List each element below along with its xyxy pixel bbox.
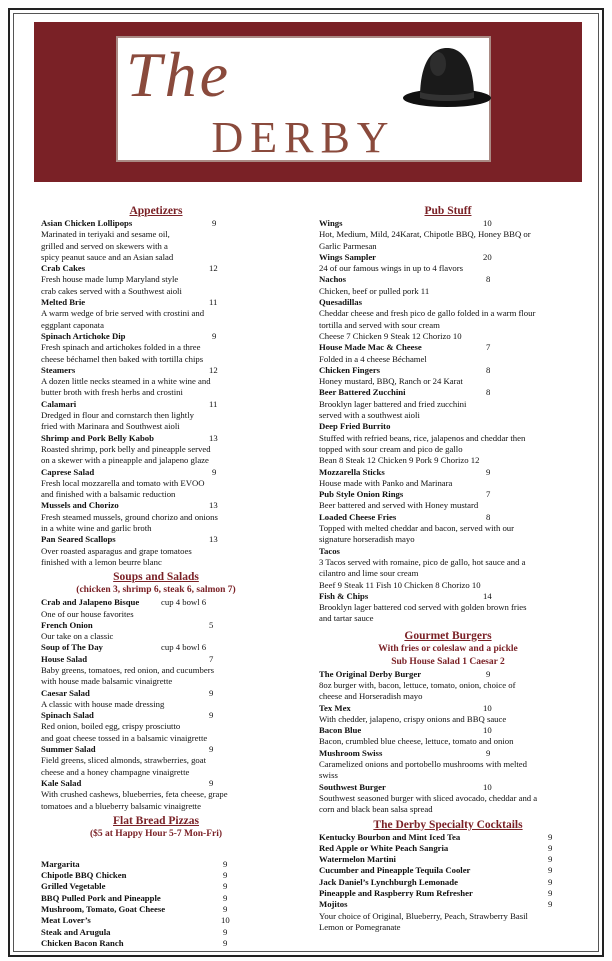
item-description: and goat cheese tossed in a balsamic vinaigrette [41,732,208,743]
item-name: Fish & Chips [319,590,369,601]
item-description: cheese and Horseradish mayo [319,691,423,702]
item-price: cup 4 bowl 6 [161,597,207,608]
item-price: 12 [209,364,218,375]
menu-item [41,870,271,881]
menu-item [41,710,271,744]
item-name: Crab and Jalapeno Bisque [41,597,140,608]
menu-item [41,500,271,534]
logo-derby: DERBY [211,113,396,162]
item-description: topped with sour cream and pico de gallo [319,443,463,454]
item-description: House made with Panko and Marinara [319,477,453,488]
item-name: Mushroom Swiss [319,747,383,758]
item-name: Calamari [41,398,77,409]
item-description: Folded in a 4 cheese Béchamel [319,353,427,364]
item-name: French Onion [41,619,93,630]
section-title: Soups and Salads [113,571,199,584]
item-name: The Original Derby Burger [319,668,422,679]
item-name: Kale Salad [41,777,82,788]
item-price: 9 [486,668,491,679]
item-name: Beer Battered Zucchini [319,387,406,398]
item-description: Dredged in flour and cornstarch then lightly [41,410,194,421]
item-description: signature horseradish mayo [319,534,415,545]
logo-the: The [126,39,231,110]
item-name: Caprese Salad [41,466,95,477]
item-price: 8 [486,387,491,398]
item-description: finished with a lemon beurre blanc [41,556,162,567]
item-price: 9 [548,842,553,853]
menu-item [41,534,271,568]
item-price: 10 [483,725,492,736]
item-name: Spinach Artichoke Dip [41,330,126,341]
menu-item [319,877,577,888]
item-description: Red onion, boiled egg, crispy prosciutto [41,721,181,732]
menu-item [319,512,577,546]
item-name: Pineapple and Raspberry Rum Refresher [319,888,473,899]
menu-item [41,744,271,778]
menu-item [319,703,577,726]
item-description: eggplant caponata [41,319,104,330]
menu-item [319,832,577,843]
item-description: tomatoes and a blueberry balsamic vinaigrette [41,800,201,811]
menu-item [41,297,271,331]
item-description: cilantro and lime sour cream [319,568,419,579]
item-description: on a skewer with a pineapple and jalapeno glaze [41,455,209,466]
item-description: and finished with a balsamic reduction [41,489,176,500]
item-price: 10 [483,702,492,713]
item-name: Deep Fried Burrito [319,421,391,432]
item-price: cup 4 bowl 6 [161,642,207,653]
item-name: Kentucky Bourbon and Mint Iced Tea [319,831,461,842]
item-description: corn and black bean salsa spread [319,804,433,815]
item-description: Hot, Medium, Mild, 24Karat, Chipotle BBQ, Honey BBQ or [319,229,531,240]
item-description: Stuffed with refried beans, rice, jalapenos and cheddar then [319,432,526,443]
item-name: Meat Lover’s [41,915,91,926]
menu-item [319,725,577,748]
menu-item [41,688,271,711]
item-description: in a white wine and garlic broth [41,523,152,534]
item-description: tortilla and served with sour cream [319,319,440,330]
menu-item [319,669,577,703]
item-name: Mushroom, Tomato, Goat Cheese [41,904,166,915]
item-price: 11 [209,398,218,409]
item-name: Quesadillas [319,297,362,308]
menu-item [41,433,271,467]
item-description: With crushed cashews, blueberries, feta cheese, grape [41,789,228,800]
menu-item [41,938,271,949]
item-price: 8 [486,274,491,285]
item-price: 9 [223,937,228,948]
item-price: 9 [223,926,228,937]
item-name: Chicken Bacon Ranch [41,937,124,948]
item-name: Tex Mex [319,702,351,713]
item-price: 9 [212,218,217,228]
menu-item [41,597,271,620]
item-price: 20 [483,251,492,262]
item-description: with house made balsamic vinaigrette [41,676,173,687]
item-description: Roasted shrimp, pork belly and pineapple served [41,443,211,454]
menu-item [41,399,271,433]
item-description: Cheese 7 Chicken 9 Steak 12 Chorizo 10 [319,330,462,341]
item-name: Pub Style Onion Rings [319,489,404,500]
item-description: Beef 9 Steak 11 Fish 10 Chicken 8 Chorizo 10 [319,579,481,590]
item-price: 13 [209,500,218,511]
section-subtitle: Sub House Salad 1 Caesar 2 [391,656,505,667]
item-name: Southwest Burger [319,781,386,792]
menu-item [319,854,577,865]
item-description: 24 of our famous wings in up to 4 flavors [319,263,464,274]
section-title: Appetizers [129,205,183,217]
item-price: 9 [212,330,217,341]
item-price: 12 [209,263,218,274]
bowler-hat-icon [402,42,492,112]
menu-item [319,342,577,365]
item-name: Chipotle BBQ Chicken [41,870,127,881]
item-description: Brooklyn lager battered cod served with golden brown fries [319,602,527,613]
item-name: Asian Chicken Lollipops [41,218,133,228]
item-name: Soup of The Day [41,642,103,653]
item-name: House Made Mac & Cheese [319,342,422,353]
item-price: 9 [209,710,214,721]
item-description: A dozen little necks steamed in a white wine and [41,376,211,387]
item-price: 9 [223,858,228,869]
item-name: Crab Cakes [41,263,86,274]
item-name: Wings [319,218,343,228]
item-description: Fresh local mozzarella and tomato with EVOO [41,477,205,488]
item-description: Bean 8 Steak 12 Chicken 9 Pork 9 Chorizo 12 [319,455,480,466]
item-price: 9 [548,854,553,865]
item-description: Fresh spinach and artichokes folded in a three [41,342,201,353]
item-description: Brooklyn lager battered and fried zucchini [319,398,467,409]
item-price: 9 [548,876,553,887]
item-price: 11 [209,297,218,308]
item-name: Jack Daniel’s Lynchburgh Lemonade [319,876,458,887]
item-name: Cucumber and Pineapple Tequila Cooler [319,865,471,876]
section-subtitle: ($5 at Happy Hour 5-7 Mon-Fri) [89,828,223,839]
menu-item [319,421,577,466]
menu-item [319,591,577,625]
item-description: Honey mustard, BBQ, Ranch or 24 Karat [319,376,463,387]
item-description: Fresh house made lump Maryland style [41,274,179,285]
item-name: Red Apple or White Peach Sangria [319,842,449,853]
menu-item [319,489,577,512]
item-price: 9 [223,870,228,881]
menu-item [41,904,271,915]
item-description: cheese and a honey champagne vinaigrette [41,766,190,777]
section-title: The Derby Specialty Cocktails [373,818,523,831]
item-name: House Salad [41,653,88,664]
item-description: Bacon, crumbled blue cheese, lettuce, tomato and onion [319,736,514,747]
item-price: 7 [486,489,491,500]
item-description: grilled and served on skewers with a [41,240,168,251]
item-price: 9 [548,831,553,842]
item-price: 10 [483,218,492,228]
section-subtitle: With fries or coleslaw and a pickle [378,643,518,654]
item-description: A classic with house made dressing [41,698,165,709]
menu-item [319,546,577,591]
item-description: Southwest seasoned burger with sliced avocado, cheddar and a [319,792,538,803]
right-column [319,204,577,933]
item-price: 9 [548,888,553,899]
item-name: Tacos [319,545,340,556]
item-description: Chicken, beef or pulled pork 11 [319,285,430,296]
menu-item [319,899,577,910]
item-name: Mojitos [319,899,348,910]
menu-item [319,274,577,297]
item-name: Pan Seared Scallops [41,534,116,545]
item-name: Summer Salad [41,744,96,755]
item-price: 9 [209,777,214,788]
menu-item [41,881,271,892]
section-subtitle: (chicken 3, shrimp 6, steak 6, salmon 7) [76,585,236,596]
section-title: Flat Bread Pizzas [112,814,200,827]
item-price: 8 [486,364,491,375]
item-price: 9 [223,881,228,892]
item-description: cheese béchamel then baked with tortilla chips [41,353,204,364]
item-name: Caesar Salad [41,687,90,698]
item-name: Wings Sampler [319,251,377,262]
item-description: A warm wedge of brie served with crostini and [41,308,205,319]
menu-item [319,782,577,816]
menu-item [41,915,271,926]
section-title: Pub Stuff [424,205,472,217]
item-description: Marinated in teriyaki and sesame oil, [41,229,170,240]
item-name: Steamers [41,364,76,375]
item-price: 9 [223,892,228,903]
section-footer: Your choice of Original, Blueberry, Peach, Strawberry Basil [319,910,528,921]
menu-item [41,263,271,297]
item-price: 7 [486,342,491,353]
item-description: served with a southwest aioli [319,410,420,421]
item-description: One of our house favorites [41,608,134,619]
item-price: 9 [548,899,553,910]
item-description: Cheddar cheese and fresh pico de gallo folded in a warm flour [319,308,536,319]
item-description: spicy peanut sauce and an Asian salad [41,251,174,262]
item-price: 9 [223,904,228,915]
item-description: crab cakes served with a Southwest aioli [41,285,182,296]
item-price: 9 [486,747,491,758]
left-column [41,204,271,949]
item-price: 9 [212,466,217,477]
menu-item [319,467,577,490]
item-price: 9 [486,466,491,477]
item-price: 9 [548,865,553,876]
menu-item [41,331,271,365]
item-description: swiss [319,770,338,781]
item-name: Mussels and Chorizo [41,500,119,511]
menu-item [41,365,271,399]
item-name: Melted Brie [41,297,86,308]
item-description: Field greens, sliced almonds, strawberries, goat [41,755,207,766]
item-description: Our take on a classic [41,631,114,642]
item-description: fried with Marinara and Southwest aioli [41,421,180,432]
menu-item [319,865,577,876]
menu-item [41,859,271,870]
item-description: With chedder, jalapeno, crispy onions and BBQ sauce [319,713,507,724]
item-name: Grilled Vegetable [41,881,106,892]
item-name: Nachos [319,274,347,285]
item-name: Margarita [41,858,80,869]
item-price: 7 [209,653,214,664]
menu-item [41,654,271,688]
item-name: Shrimp and Pork Belly Kabob [41,432,154,443]
item-price: 8 [486,511,491,522]
item-name: Watermelon Martini [319,854,396,865]
item-price: 5 [209,619,214,630]
item-description: Fresh steamed mussels, ground chorizo and onions [41,511,218,522]
item-price: 9 [209,744,214,755]
item-description: Beer battered and served with Honey mustard [319,500,479,511]
menu-item [319,843,577,854]
item-name: Mozzarella Sticks [319,466,385,477]
menu-item [319,888,577,899]
menu-item [41,467,271,501]
menu-item [319,387,577,421]
menu-item [41,218,271,263]
item-name: Loaded Cheese Fries [319,511,397,522]
menu-item [319,365,577,388]
menu-item [319,297,577,342]
item-price: 13 [209,432,218,443]
item-description: Over roasted asparagus and grape tomatoes [41,545,192,556]
menu-item [319,218,577,252]
item-description: Baby greens, tomatoes, red onion, and cucumbers [41,664,214,675]
item-description: Topped with melted cheddar and bacon, served with our [319,523,515,534]
item-price: 10 [483,781,492,792]
section-footer: Lemon or Pomegranate [319,921,401,932]
item-description: and tartar sauce [319,613,374,624]
item-description: Garlic Parmesan [319,240,377,251]
item-description: 8oz burger with, bacon, lettuce, tomato, onion, choice of [319,679,516,690]
logo [116,36,491,162]
menu-item [319,252,577,275]
item-price: 10 [221,915,230,926]
section-title: Gourmet Burgers [404,629,492,642]
menu-item [41,778,271,812]
item-name: Spinach Salad [41,710,94,721]
item-name: Bacon Blue [319,725,362,736]
item-description: 3 Tacos served with romaine, pico de gallo, hot sauce and a [319,556,526,567]
menu-item [41,642,271,653]
item-description: butter broth with fresh herbs and crostini [41,387,183,398]
item-name: Steak and Arugula [41,926,111,937]
item-price: 9 [209,687,214,698]
menu-item [41,620,271,643]
menu-item [41,927,271,938]
item-price: 14 [483,590,492,601]
menu-item [319,748,577,782]
item-name: Chicken Fingers [319,364,381,375]
item-name: BBQ Pulled Pork and Pineapple [41,892,161,903]
item-price: 13 [209,534,218,545]
item-description: Caramelized onions and portobello mushrooms with melted [319,759,527,770]
menu-item [41,893,271,904]
